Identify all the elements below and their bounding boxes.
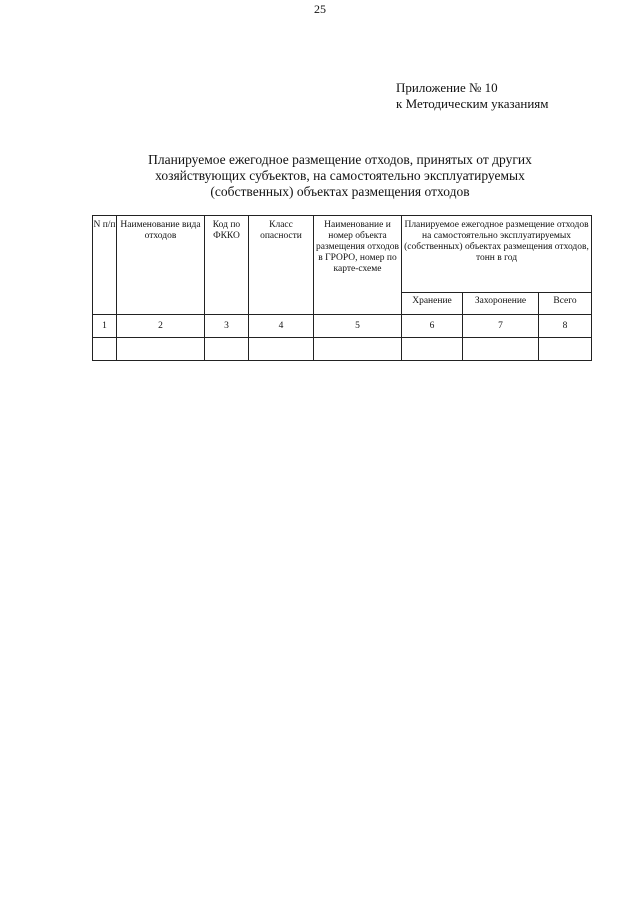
column-number: 8	[539, 315, 592, 338]
header-planned-placement-group: Планируемое ежегодное размещение отходов на самостоятельно эксплуатируемых (собственных) объектах размещения отходов, тонн в год	[402, 216, 592, 293]
title-line-1: Планируемое ежегодное размещение отходов, принятых от других	[148, 152, 532, 167]
table-cell	[249, 338, 314, 361]
table-cell	[314, 338, 402, 361]
header-number: N п/п	[93, 216, 117, 315]
column-number-row	[93, 315, 592, 338]
table-row	[93, 338, 592, 361]
header-storage: Хранение	[402, 293, 463, 315]
column-number: 2	[117, 315, 205, 338]
header-row	[93, 216, 592, 293]
appendix-line-1: Приложение № 10	[396, 80, 498, 95]
column-number: 4	[249, 315, 314, 338]
header-fkko-code: Код по ФККО	[205, 216, 249, 315]
table-cell	[117, 338, 205, 361]
header-disposal: Захоронение	[463, 293, 539, 315]
appendix-line-2: к Методическим указаниям	[396, 96, 549, 111]
document-title	[100, 152, 580, 200]
table-cell	[205, 338, 249, 361]
header-facility-name: Наименование и номер объекта размещения отходов в ГРОРО, номер по карте-схеме	[314, 216, 402, 315]
table-cell	[93, 338, 117, 361]
page-number: 25	[314, 2, 326, 16]
header-total: Всего	[539, 293, 592, 315]
column-number: 7	[463, 315, 539, 338]
column-number: 6	[402, 315, 463, 338]
waste-placement-table	[92, 215, 592, 361]
title-line-3: (собственных) объектах размещения отходов	[210, 184, 470, 199]
header-hazard-class: Класс опасности	[249, 216, 314, 315]
table-cell	[463, 338, 539, 361]
column-number: 3	[205, 315, 249, 338]
title-line-2: хозяйствующих субъектов, на самостоятельно эксплуатируемых	[155, 168, 525, 183]
table-cell	[539, 338, 592, 361]
column-number: 5	[314, 315, 402, 338]
table-cell	[402, 338, 463, 361]
header-waste-type-name: Наименование вида отходов	[117, 216, 205, 315]
appendix-reference	[396, 80, 549, 112]
column-number: 1	[93, 315, 117, 338]
